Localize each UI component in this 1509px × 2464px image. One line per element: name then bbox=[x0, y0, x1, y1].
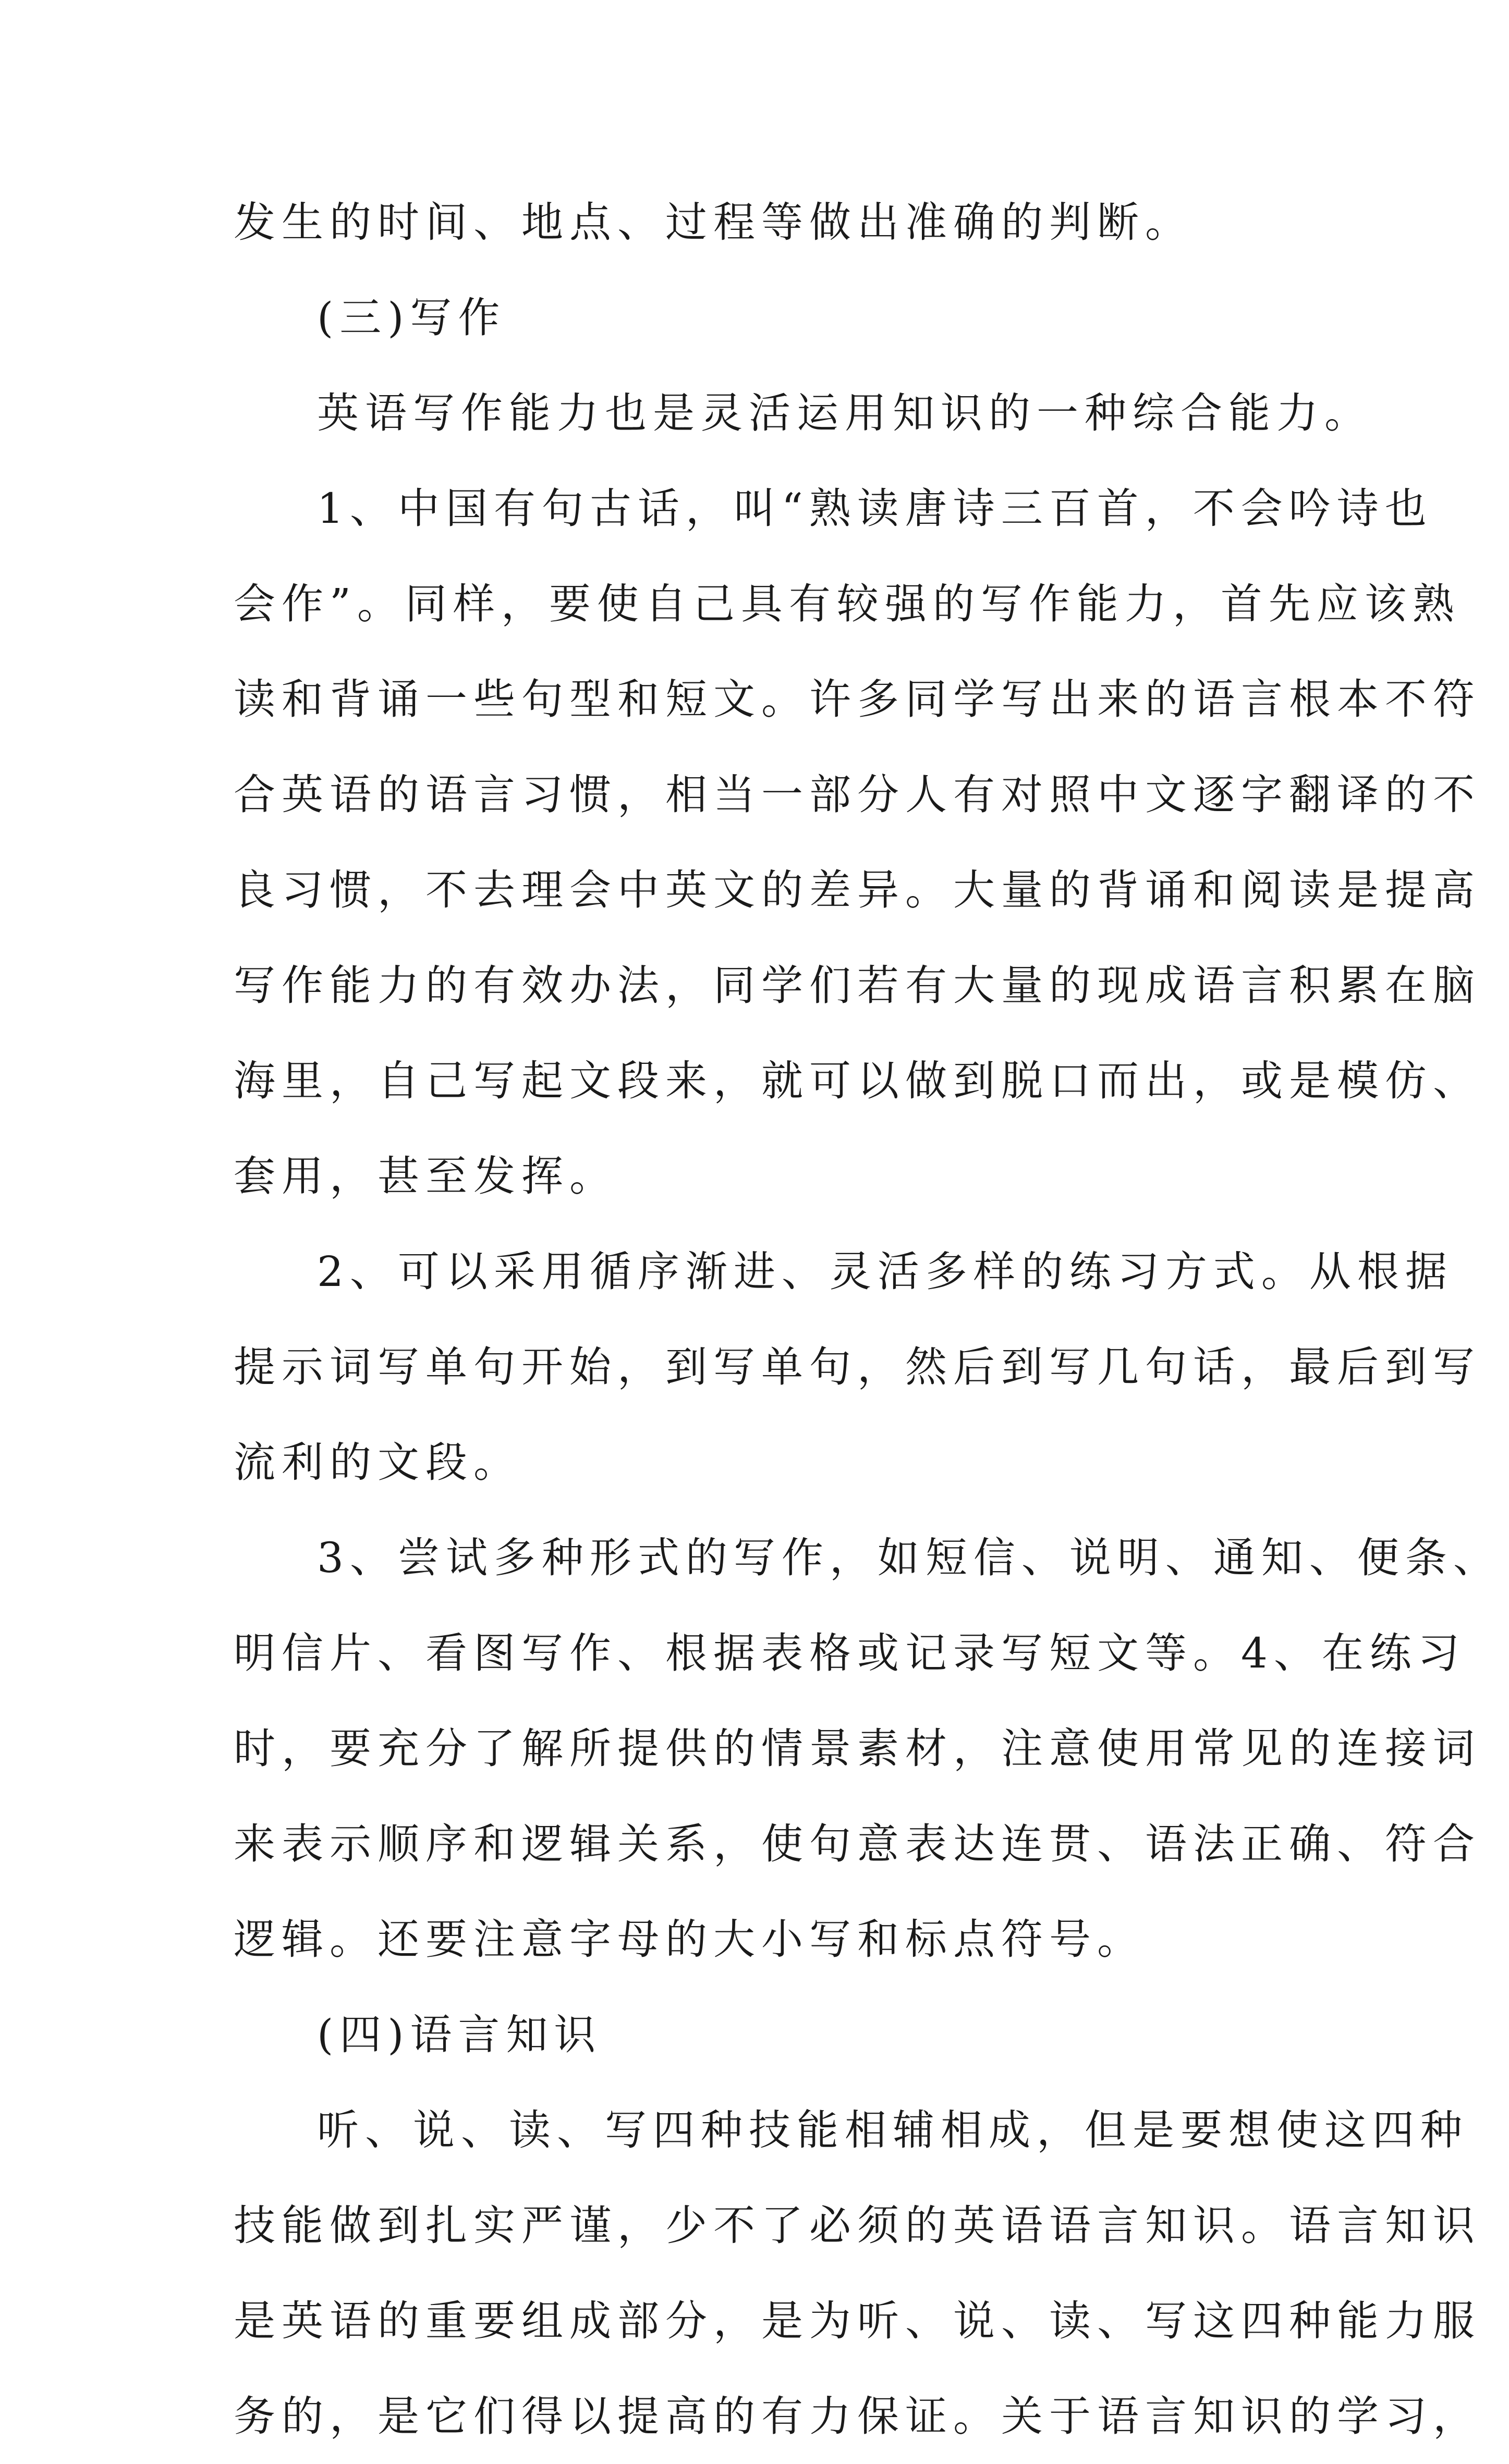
text-line-4: 1、中国有句古话，叫“熟读唐诗三百首，不会吟诗也 bbox=[317, 484, 1433, 533]
text-line-7: 合英语的语言习惯，相当一部分人有对照中文逐字翻译的不 bbox=[234, 770, 1481, 819]
text-line-6: 读和背诵一些句型和短文。许多同学写出来的语言根本不符 bbox=[234, 675, 1481, 724]
text-line-12: 2、可以采用循序渐进、灵活多样的练习方式。从根据 bbox=[317, 1247, 1453, 1296]
text-line-5: 会作”。同样，要使自己具有较强的写作能力，首先应该熟 bbox=[234, 580, 1461, 628]
section-heading-writing: (三)写作 bbox=[317, 293, 506, 342]
text-line-23: 是英语的重要组成部分，是为听、说、读、写这四种能力服 bbox=[234, 2297, 1481, 2345]
text-line-21: 听、说、读、写四种技能相辅相成，但是要想使这四种 bbox=[317, 2106, 1468, 2154]
text-line-17: 时，要充分了解所提供的情景素材，注意使用常见的连接词 bbox=[234, 1724, 1481, 1773]
text-line-15: 3、尝试多种形式的写作，如短信、说明、通知、便条、 bbox=[317, 1534, 1501, 1582]
text-line-24: 务的，是它们得以提高的有力保证。关于语言知识的学习， bbox=[234, 2392, 1481, 2441]
text-line-11: 套用，甚至发挥。 bbox=[234, 1152, 617, 1200]
text-line-10: 海里，自己写起文段来，就可以做到脱口而出，或是模仿、 bbox=[234, 1057, 1481, 1105]
text-line-18: 来表示顺序和逻辑关系，使句意表达连贯、语法正确、符合 bbox=[234, 1820, 1481, 1868]
text-line-9: 写作能力的有效办法，同学们若有大量的现成语言积累在脑 bbox=[234, 961, 1481, 1010]
text-line-13: 提示词写单句开始，到写单句，然后到写几句话，最后到写 bbox=[234, 1343, 1481, 1391]
text-line-1: 发生的时间、地点、过程等做出准确的判断。 bbox=[234, 198, 1193, 247]
text-line-16: 明信片、看图写作、根据表格或记录写短文等。4、在练习 bbox=[234, 1629, 1466, 1677]
text-line-22: 技能做到扎实严谨，少不了必须的英语语言知识。语言知识 bbox=[234, 2201, 1481, 2250]
text-line-8: 良习惯，不去理会中英文的差异。大量的背诵和阅读是提高 bbox=[234, 866, 1481, 914]
section-heading-language-knowledge: (四)语言知识 bbox=[317, 2011, 602, 2059]
text-line-19: 逻辑。还要注意字母的大小写和标点符号。 bbox=[234, 1915, 1145, 1964]
text-line-14: 流利的文段。 bbox=[234, 1438, 521, 1487]
body-text bbox=[234, 175, 1501, 2464]
text-line-3: 英语写作能力也是灵活运用知识的一种综合能力。 bbox=[317, 389, 1372, 437]
